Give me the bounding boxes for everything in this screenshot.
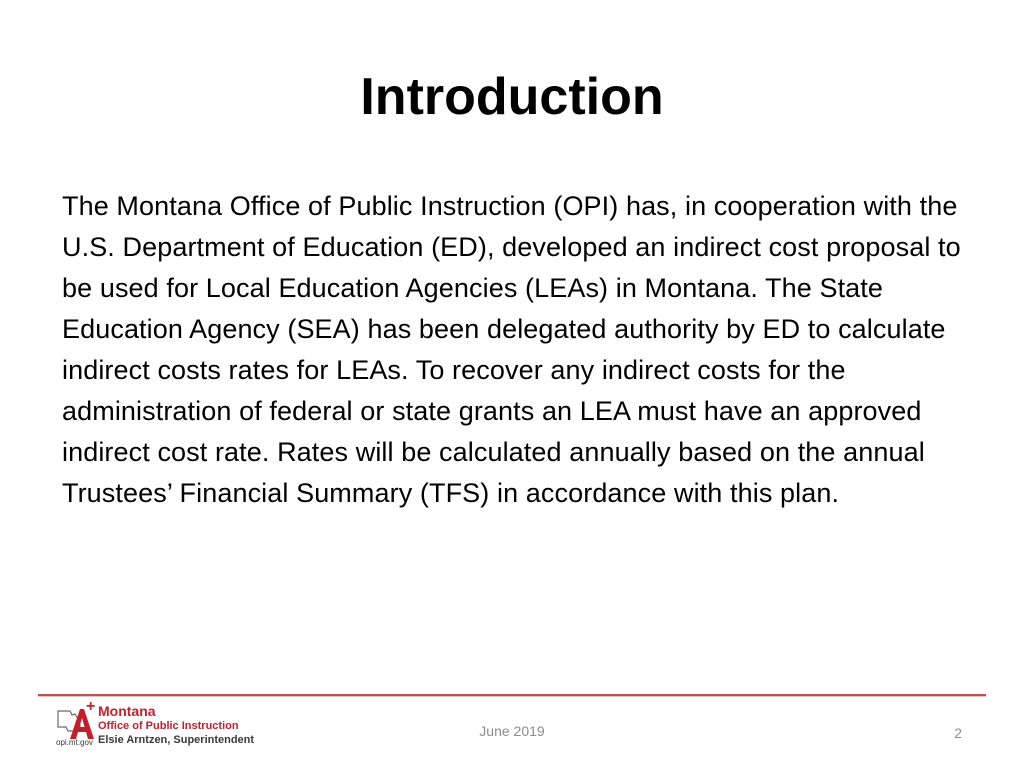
logo-montana-text: Montana [98, 703, 156, 719]
slide-title: Introduction [360, 68, 664, 126]
logo-office-text: Office of Public Instruction [98, 720, 239, 732]
logo-superintendent-text: Elsie Arntzen, Superintendent [98, 734, 255, 746]
page-number: 2 [954, 725, 962, 741]
footer-date: June 2019 [479, 723, 545, 739]
body-paragraph: The Montana Office of Public Instruction (OPI) has, in cooperation with the U.S. Department of Education (ED), developed an indirect cost proposal to be used for Local Education Agencies (LEAs) in Montana. The State Education Agency (SEA) has been delegated authority by ED to calculate indirect costs rates for LEAs. To recover any indirect costs for the administration of federal or state grants an LEA must have an approved indirect cost rate. Rates will be calculated annually based on the annual Trustees’ Financial Summary (TFS) in accordance with this plan. [62, 191, 961, 508]
opi-logo [56, 698, 256, 751]
logo-plus: + [86, 698, 96, 715]
footer-divider-shadow [38, 696, 986, 697]
logo-url-text: opi.mt.gov [56, 738, 93, 747]
